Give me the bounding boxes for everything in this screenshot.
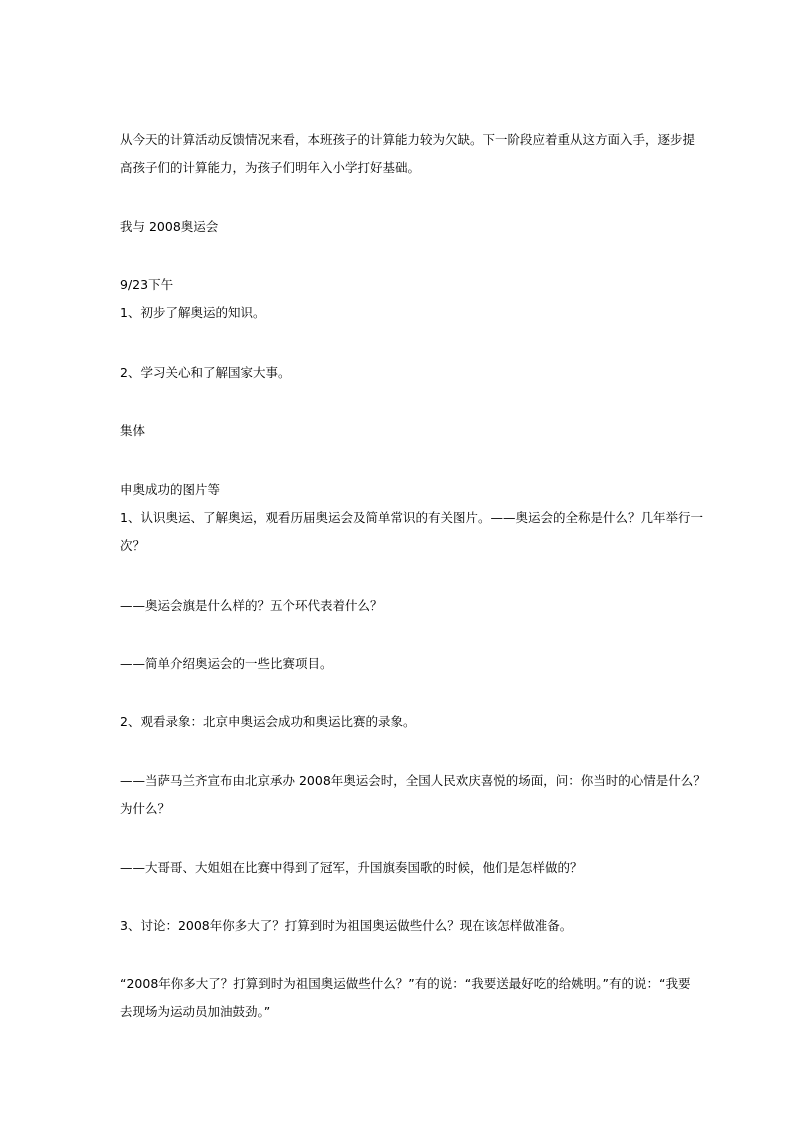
text-line: ——大哥哥、大姐姐在比赛中得到了冠军，升国旗奏国歌的时候，他们是怎样做的？ <box>120 860 583 875</box>
text-line: 集体 <box>120 423 146 438</box>
paragraph-reflection <box>120 126 696 182</box>
text-line: 1、认识奥运、了解奥运，观看历届奥运会及简单常识的有关图片。——奥运会的全称是什么？几年举行一 <box>120 510 703 525</box>
paragraph-step2 <box>120 708 676 736</box>
section-title <box>120 213 676 241</box>
paragraph-format <box>120 417 676 445</box>
text-line: 2、学习关心和了解国家大事。 <box>120 365 291 380</box>
paragraph-events <box>120 650 676 678</box>
text-line: 从今天的计算活动反馈情况来看，本班孩子的计算能力较为欠缺。下一阶段应着重从这方面入手，逐步提 <box>120 132 696 147</box>
text-line: ——奥运会旗是什么样的？五个环代表着什么？ <box>120 598 383 613</box>
text-line: ——简单介绍奥运会的一些比赛项目。 <box>120 656 333 671</box>
paragraph-question-flag <box>120 592 676 620</box>
text-line: 1、初步了解奥运的知识。 <box>120 305 266 320</box>
paragraph-celebration <box>120 767 706 823</box>
paragraph-date-goal <box>120 271 676 327</box>
paragraph-responses <box>120 970 691 1026</box>
text-line: “2008年你多大了？打算到时为祖国奥运做些什么？”有的说：“我要送最好吃的给姚明。”有的说：“我要 <box>120 976 691 991</box>
paragraph-champions <box>120 854 676 882</box>
text-line: 3、讨论：2008年你多大了？打算到时为祖国奥运做些什么？现在该怎样做准备。 <box>120 918 573 933</box>
text-line: 9/23下午 <box>120 277 174 292</box>
text-line: ——当萨马兰齐宣布由北京承办 2008年奥运会时，全国人民欢庆喜悦的场面，问：你当时的心情是什么？ <box>120 773 706 788</box>
paragraph-goal-2 <box>120 359 676 387</box>
paragraph-materials-step1 <box>120 476 703 560</box>
text-line: 次？ <box>120 538 146 553</box>
text-line: 为什么？ <box>120 801 171 816</box>
text-line: 我与 2008奥运会 <box>120 219 219 234</box>
text-line: 2、观看录象：北京申奥运会成功和奥运比赛的录象。 <box>120 714 416 729</box>
paragraph-step3 <box>120 912 676 940</box>
text-line: 申奥成功的图片等 <box>120 482 221 497</box>
text-line: 高孩子们的计算能力，为孩子们明年入小学打好基础。 <box>120 160 421 175</box>
text-line: 去现场为运动员加油鼓劲。” <box>120 1004 271 1019</box>
